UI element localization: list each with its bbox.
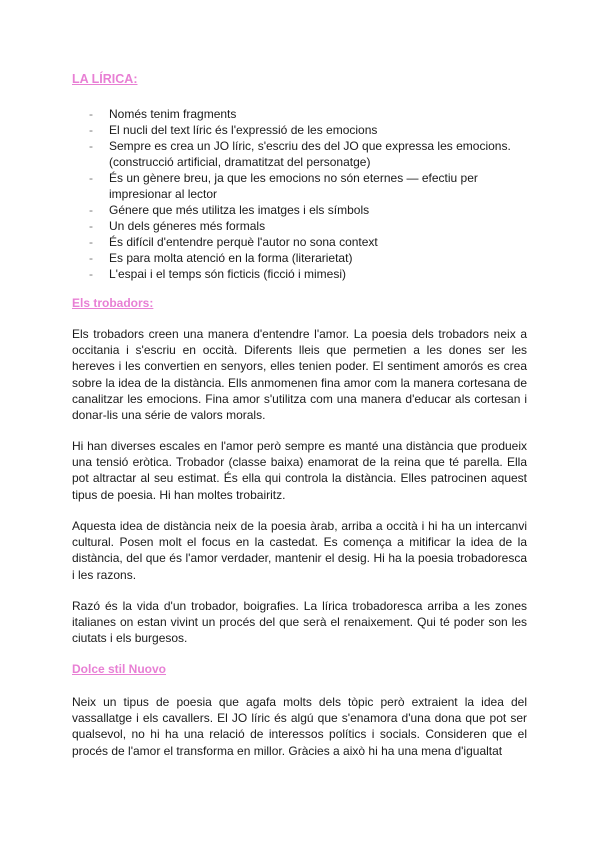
- list-item: - Génere que més utilitza les imatges i els símbols: [89, 203, 370, 217]
- list-item: - Es para molta atenció en la forma (literarietat): [89, 251, 353, 265]
- section-title-lirica: LA LÍRICA:: [72, 72, 138, 86]
- lirica-bullet-list: [72, 106, 542, 282]
- trobadors-paragraph-4: Razó és la vida d'un trobador, boigrafies. La lírica trobadoresca arriba a les zones italianes on estan vivint un procés del que serà el renaixement. Qui té poder son les ciutats i els burgesos.: [72, 599, 527, 646]
- trobadors-paragraph-2: Hi han diverses escales en l'amor però sempre es manté una distància que produeix una tensió eròtica. Trobador (classe baixa) enamorat de la reina que té parella. Ella pot altractar al seu estimat. És ella qui controla la distància. Elles patrocinen aquest tipus de poesia. Hi han moltes trobairitz.: [72, 439, 527, 502]
- list-item: - Només tenim fragments: [89, 107, 237, 121]
- list-item: - Un dels géneres més formals: [89, 219, 266, 233]
- list-item: - És difícil d'entendre perquè l'autor no sona context: [89, 235, 378, 249]
- list-item: - Sempre es crea un JO líric, s'escriu des del JO que expressa les emocions. (construcció artificial, dramatitzat del personatge): [89, 139, 511, 169]
- section-title-trobadors: Els trobadors:: [72, 296, 154, 310]
- list-item: - L'espai i el temps són ficticis (ficció i mimesi): [89, 267, 347, 281]
- trobadors-paragraph-3: Aquesta idea de distància neix de la poesia àrab, arriba a occità i hi ha un intercanvi cultural. Posen molt el focus en la castedat. Es comença a mitificar la idea de la distància, del que és l'amor verdader, mantenir el desig. Hi ha la poesia trobadoresca i les razons.: [72, 519, 527, 582]
- trobadors-paragraph-1: Els trobadors creen una manera d'entendre l'amor. La poesia dels trobadors neix a occitania i s'escriu en occità. Diferents lleis que permetien a les dones ser les hereves i les convertien en senyors, elles tenien poder. El sentiment amorós es crea sobre la idea de la distància. Ells anmomenen fina amor com la manera cortesana de canalitzar les emocions. Fina amor s'utilitza com una manera d'educar als cortesan i donar-lis una série de valors morals.: [72, 327, 527, 423]
- list-item: - El nucli del text líric és l'expressió de les emocions: [89, 123, 378, 137]
- dolce-paragraph-1: Neix un tipus de poesia que agafa molts dels tòpic però extraient la idea del vassallatge i els cavallers. El JO líric és algú que s'enamora d'una dona que pot ser qualsevol, no hi ha una relació de interessos polítics i socials. Consideren que el procés de l'amor el transforma en millor. Gràcies a això hi ha una mena d'igualtat: [72, 695, 527, 758]
- list-item: - És un gènere breu, ja que les emocions no són eternes — efectiu per impresionar al lector: [89, 171, 478, 201]
- section-title-dolce-stil-nuovo: Dolce stil Nuovo: [72, 662, 167, 676]
